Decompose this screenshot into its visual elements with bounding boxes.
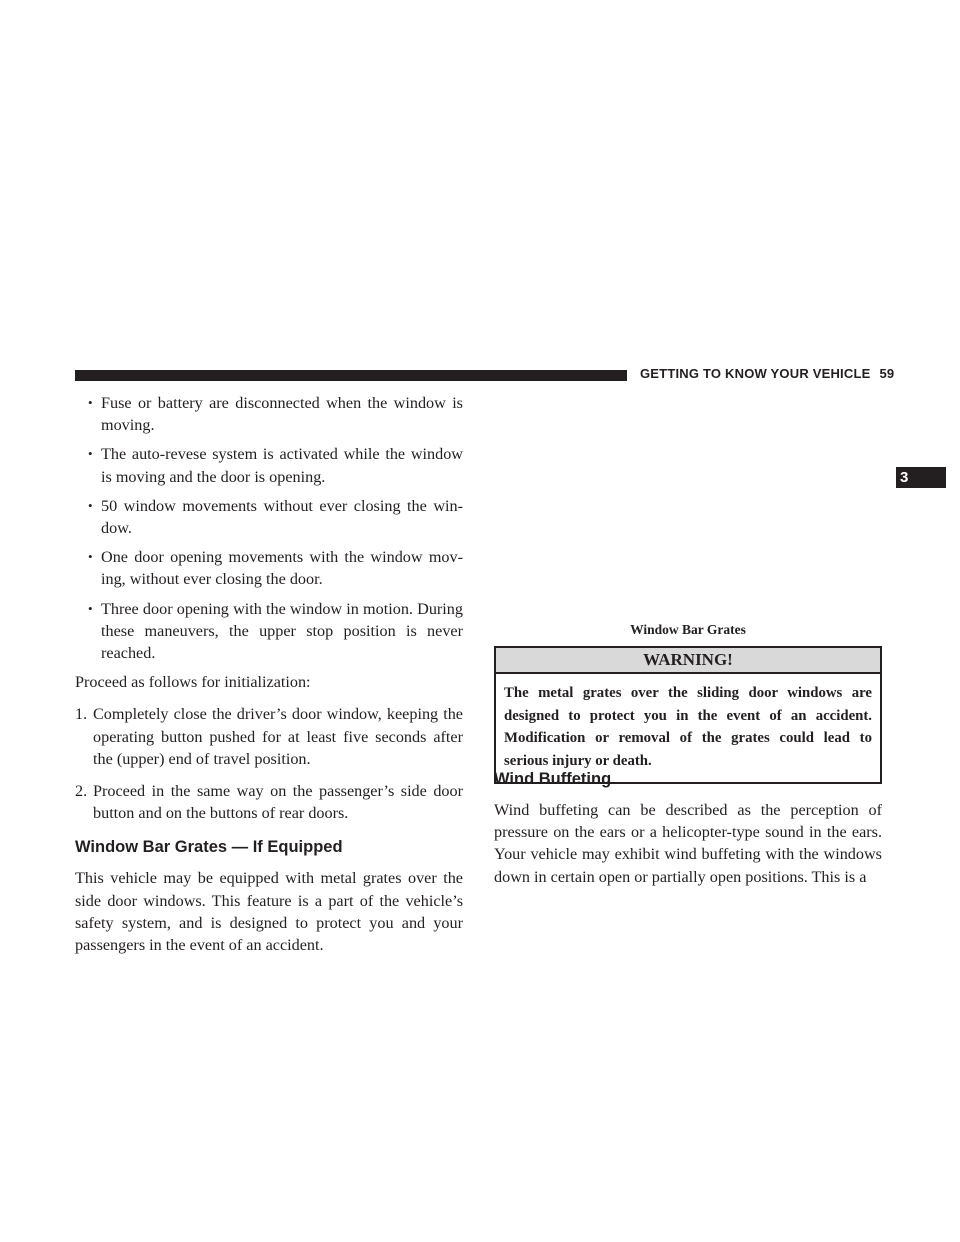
warning-box: [494, 646, 882, 784]
header-rule: [75, 370, 627, 381]
list-item: • Fuse or battery are disconnected when the window is moving.: [88, 394, 463, 435]
left-column: [75, 392, 463, 966]
section-title: GETTING TO KNOW YOUR VEHICLE: [640, 366, 871, 381]
step-item: [75, 780, 463, 824]
wind-buffeting-section: [494, 770, 882, 898]
chapter-tab: 3: [896, 467, 946, 488]
initialization-steps: [75, 703, 463, 824]
step-text: Proceed in the same way on the passenger’s side door button and on the buttons of rear doors.: [93, 782, 463, 823]
figure-caption: Window Bar Grates: [630, 622, 746, 637]
step-number: 1.: [75, 705, 88, 724]
bullet-icon: •: [88, 395, 93, 410]
initialization-intro: Proceed as follows for initialization:: [75, 673, 311, 692]
bullet-icon: •: [88, 446, 93, 462]
list-item: • The auto-revese system is activated while the window is moving and the door is opening.: [88, 445, 463, 486]
list-item: • 50 window movements without ever closing the win-dow.: [88, 496, 463, 538]
body-paragraph: This vehicle may be equipped with metal grates over the side door windows. This feature is a part of the vehicle’s safety system, and is designed to protect you and your passengers in the event of an accident.: [75, 869, 463, 955]
list-item: • Three door opening with the window in motion. During these maneuvers, the upper stop position is never reached.: [88, 599, 463, 663]
step-text: Completely close the driver’s door window, keeping the operating button pushed for at least five seconds after the (upper) end of travel position.: [93, 705, 463, 768]
warning-text: The metal grates over the sliding door windows are designed to protect you in the event of an accident. Modification or removal of the grates could lead to serious injury or death.: [504, 685, 872, 769]
body-paragraph: Wind buffeting can be described as the perception of pressure on the ears or a helicopter-type sound in the ears. Your vehicle may exhibit wind buffeting with the windows down in certain open or partially open positions. This is a: [494, 801, 882, 886]
condition-list: [75, 392, 463, 664]
bullet-icon: •: [88, 549, 93, 565]
section-heading: Window Bar Grates — If Equipped: [75, 838, 343, 857]
list-item: • One door opening movements with the window mov-ing, without ever closing the door.: [88, 548, 463, 589]
warning-title: WARNING!: [496, 648, 880, 674]
bullet-icon: •: [88, 600, 93, 616]
page-number: 59: [879, 366, 895, 381]
section-heading: Wind Buffeting: [494, 770, 612, 788]
step-item: [75, 703, 463, 770]
step-number: 2.: [75, 782, 88, 801]
running-header: [640, 366, 930, 381]
bullet-icon: •: [88, 497, 93, 513]
